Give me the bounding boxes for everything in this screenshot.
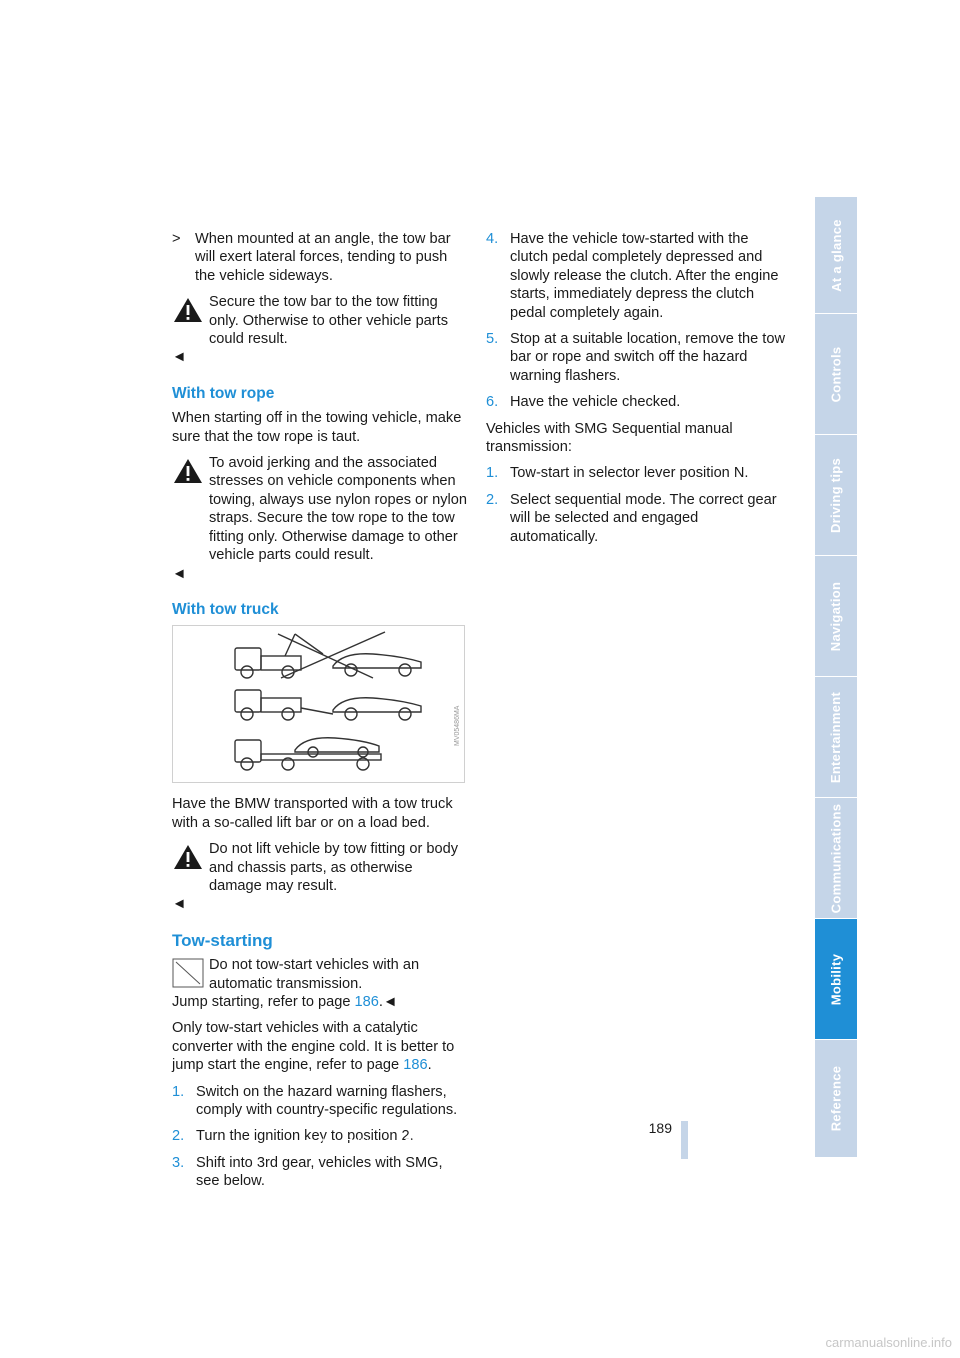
paragraph-smg: Vehicles with SMG Sequential manual transmission:	[486, 420, 733, 456]
left-column	[172, 230, 467, 1199]
step-text: Turn the ignition key to position 2.	[196, 1128, 414, 1145]
step-number: 1.	[486, 465, 499, 482]
watermark: carmanualsonline.info	[825, 1335, 952, 1350]
step-item	[486, 464, 786, 482]
end-mark: ◄	[172, 896, 187, 913]
warning-note-lift	[172, 840, 467, 914]
warning-triangle-icon	[172, 295, 204, 325]
heading-with-tow-truck: With tow truck	[172, 600, 279, 618]
step-text: Stop at a suitable location, remove the tow bar or rope and switch off the hazard warning flashers.	[510, 331, 786, 384]
step-text: Select sequential mode. The correct gear will be selected and engaged automatically.	[510, 491, 777, 545]
step-text: Have the vehicle tow-started with the clutch pedal completely depressed and slowly release the clutch. After the engine starts, immediately depress the clutch pedal completely again.	[510, 231, 779, 321]
step-number: 2.	[486, 491, 499, 508]
step-text: Switch on the hazard warning flashers, comply with country-specific regulations.	[196, 1083, 458, 1118]
prohibition-slash-icon	[172, 958, 204, 988]
tab-controls[interactable]	[815, 314, 857, 434]
step-number: 1.	[172, 1083, 185, 1100]
tab-mobility[interactable]	[815, 919, 857, 1039]
figure-code: MV05486MA	[454, 705, 461, 747]
tab-label: At a glance	[828, 218, 844, 292]
step-number: 4.	[486, 231, 499, 247]
paragraph-tow-truck: Have the BMW transported with a tow truck with a so-called lift bar or on a load bed.	[172, 796, 453, 831]
paragraph-catalytic	[172, 1019, 467, 1074]
warning-triangle-icon	[172, 842, 204, 872]
warning-note-tow-bar	[172, 293, 467, 367]
heading-tow-starting: Tow-starting	[172, 930, 273, 950]
paragraph-text: Only tow-start vehicles with a catalytic converter with the engine cold. It is better to jump start the engine, refer to page	[172, 1020, 455, 1074]
step-number: 6.	[486, 394, 499, 411]
tab-at-a-glance[interactable]	[815, 197, 857, 313]
step-number: 5.	[486, 331, 499, 348]
step-item	[486, 230, 786, 322]
tab-label: Entertainment	[828, 691, 844, 783]
note-text: Secure the tow bar to the tow fitting only. Otherwise to other vehicle parts could result.	[209, 294, 449, 348]
tab-communications[interactable]	[815, 798, 857, 918]
step-item	[172, 1154, 467, 1191]
step-number: 2.	[172, 1128, 185, 1145]
tab-label: Driving tips	[828, 457, 844, 533]
tow-truck-illustration	[172, 625, 465, 783]
tow-truck-drawing	[173, 626, 464, 782]
step-item	[486, 393, 786, 411]
note-text: Do not lift vehicle by tow fitting or body and chassis parts, as otherwise damage may result.	[209, 841, 459, 894]
warning-triangle-icon	[172, 456, 204, 486]
end-mark: ◄	[172, 349, 187, 366]
tab-label: Navigation	[828, 581, 844, 651]
step-item	[486, 491, 786, 546]
step-text: Have the vehicle checked.	[510, 394, 681, 411]
chapter-tabs	[815, 197, 857, 1158]
right-column	[486, 230, 786, 554]
tab-label: Mobility	[828, 953, 844, 1005]
paragraph-tow-rope: When starting off in the towing vehicle, make sure that the tow rope is taut.	[172, 410, 462, 445]
page-link-186[interactable]: 186	[403, 1057, 428, 1074]
note-text-2: Jump starting, refer to page	[172, 993, 351, 1010]
step-item	[486, 330, 786, 385]
bullet-item	[172, 230, 467, 285]
tab-label: Controls	[828, 346, 844, 402]
end-mark: ◄	[172, 565, 187, 582]
warning-note-tow-rope	[172, 454, 467, 583]
page-link-186[interactable]: 186	[354, 993, 379, 1010]
step-text: Shift into 3rd gear, vehicles with SMG, see below.	[196, 1154, 443, 1190]
heading-with-tow-rope: With tow rope	[172, 384, 275, 402]
tab-label: Communications	[828, 803, 844, 913]
step-text: Tow-start in selector lever position N.	[510, 465, 749, 482]
note-text: To avoid jerking and the associated stresses on vehicle components when towing, always use nylon ropes or nylon straps. Secure the tow rope to the tow fitting only. Otherwise damage to other vehicle parts could result.	[209, 455, 467, 564]
tab-entertainment[interactable]	[815, 677, 857, 797]
end-mark: .◄	[378, 993, 398, 1010]
info-note-automatic	[172, 956, 467, 1011]
bullet-marker: >	[172, 231, 181, 247]
period: .	[427, 1057, 432, 1074]
tab-navigation[interactable]	[815, 556, 857, 676]
tab-label: Reference	[828, 1065, 844, 1132]
bullet-text: When mounted at an angle, the tow bar will exert lateral forces, tending to push the vehicle sideways.	[195, 231, 451, 284]
note-text: Do not tow-start vehicles with an automatic transmission.	[209, 957, 420, 992]
page-number: 189	[648, 1120, 672, 1136]
footer-edition: Online Edition for Part-No. 01 41 0 158 445 - © 09/04 BMW AG	[305, 1137, 655, 1151]
step-number: 3.	[172, 1154, 185, 1171]
tab-driving-tips[interactable]	[815, 435, 857, 555]
step-item	[172, 1083, 467, 1120]
